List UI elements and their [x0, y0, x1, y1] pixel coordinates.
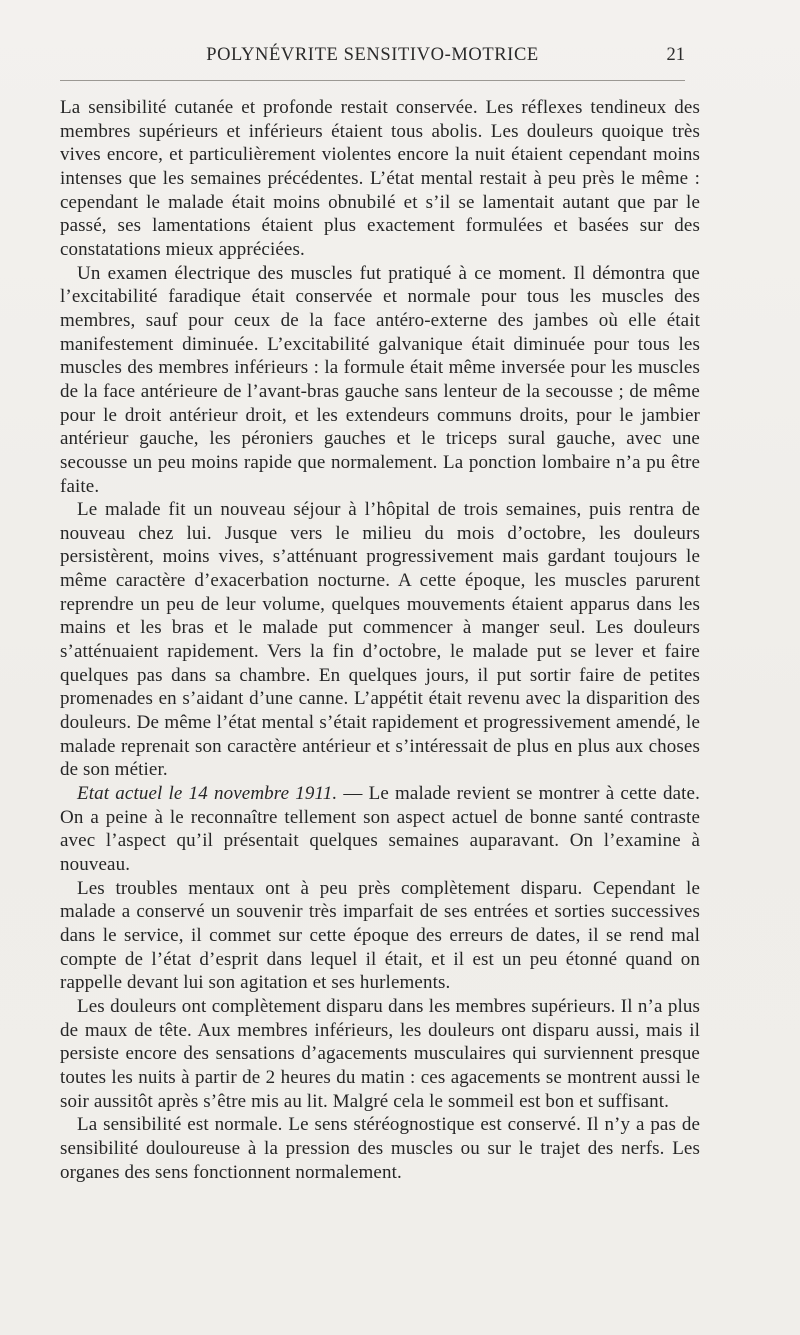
paragraph: La sensibilité est normale. Le sens stéréognostique est conservé. Il n’y a pas de sensibilité douloureuse à la pression des muscles ou sur le trajet des nerfs. Les organes des sens fonctionnent normalement.: [60, 1114, 700, 1183]
body-text: [60, 96, 700, 1184]
section-lead: Etat actuel le 14 novembre 1911.: [77, 783, 338, 805]
paragraph: Les troubles mentaux ont à peu près complètement disparu. Cependant le malade a conservé un souvenir très imparfait de ses entrées et sorties successives dans le service, il commet sur cette époque des erreurs de dates, il se rend mal compte de l’état d’esprit dans lequel il était, et il est un peu étonné quand on rappelle devant lui son agitation et ses hurlements.: [60, 877, 700, 994]
paragraph: Etat actuel le 14 novembre 1911. — Le malade revient se montrer à cette date. On a peine à le reconnaître tellement son aspect actuel de bonne santé contraste avec l’aspect qu’il présentait quelques semaines auparavant. On l’examine à nouveau.: [60, 783, 700, 875]
paragraph: Le malade fit un nouveau séjour à l’hôpital de trois semaines, puis rentra de nouveau chez lui. Jusque vers le milieu du mois d’octobre, les douleurs persistèrent, moins vives, s’atténuant progressivement mais gardant toujours le même caractère d’exacerbation nocturne. A cette époque, les muscles parurent reprendre un peu de leur volume, quelques mouvements étaient apparus dans les mains et les bras et le malade put commencer à manger seul. Les douleurs s’atténuaient rapidement. Vers la fin d’octobre, le malade put se lever et faire quelques pas dans sa chambre. En quelques jours, il put sortir faire de petites promenades en s’aidant d’une canne. L’appétit était revenu avec la disparition des douleurs. De même l’état mental s’était rapidement et progressivement amendé, le malade reprenait son caractère antérieur et s’intéressait de plus en plus aux choses de son métier.: [60, 499, 700, 781]
running-title: POLYNÉVRITE SENSITIVO-MOTRICE: [206, 45, 539, 65]
header-rule: [60, 80, 685, 81]
page-header: [60, 42, 685, 72]
paragraph: Un examen électrique des muscles fut pratiqué à ce moment. Il démontra que l’excitabilité faradique était conservée et normale pour tous les muscles des membres, sauf pour ceux de la face antéro-externe des jambes où elle était manifestement diminuée. L’excitabilité galvanique était diminuée pour tous les muscles des membres inférieurs : la formule était même inversée pour les muscles de la face antérieure de l’avant-bras gauche sans lenteur de la secousse ; de même pour le droit antérieur droit, et les extendeurs communs droits, pour le jambier antérieur gauche, les péroniers gauches et le triceps sural gauche, avec une secousse un peu moins rapide que normalement. La ponction lombaire n’a pu être faite.: [60, 262, 700, 497]
paragraph: Les douleurs ont complètement disparu dans les membres supérieurs. Il n’a plus de maux de tête. Aux membres inférieurs, les douleurs ont disparu aussi, mais il persiste encore des sensations d’agacements musculaires qui surviennent presque toutes les nuits à partir de 2 heures du matin : ces agacements se montrent aussi le soir aussitôt après s’être mis au lit. Malgré cela le sommeil est bon et suffisant.: [60, 995, 700, 1112]
page-number: 21: [666, 45, 685, 65]
paragraph: La sensibilité cutanée et profonde restait conservée. Les réflexes tendineux des membres supérieurs et inférieurs étaient tous abolis. Les douleurs quoique très vives encore, et particulièrement violentes encore la nuit étaient cependant moins intenses que les semaines précédentes. L’état mental restait à peu près le même : cependant le malade était moins obnubilé et s’il se lamentait autant que par le passé, ses lamentations étaient plus exactement formulées et basées sur des constatations mieux appréciées.: [60, 97, 700, 260]
